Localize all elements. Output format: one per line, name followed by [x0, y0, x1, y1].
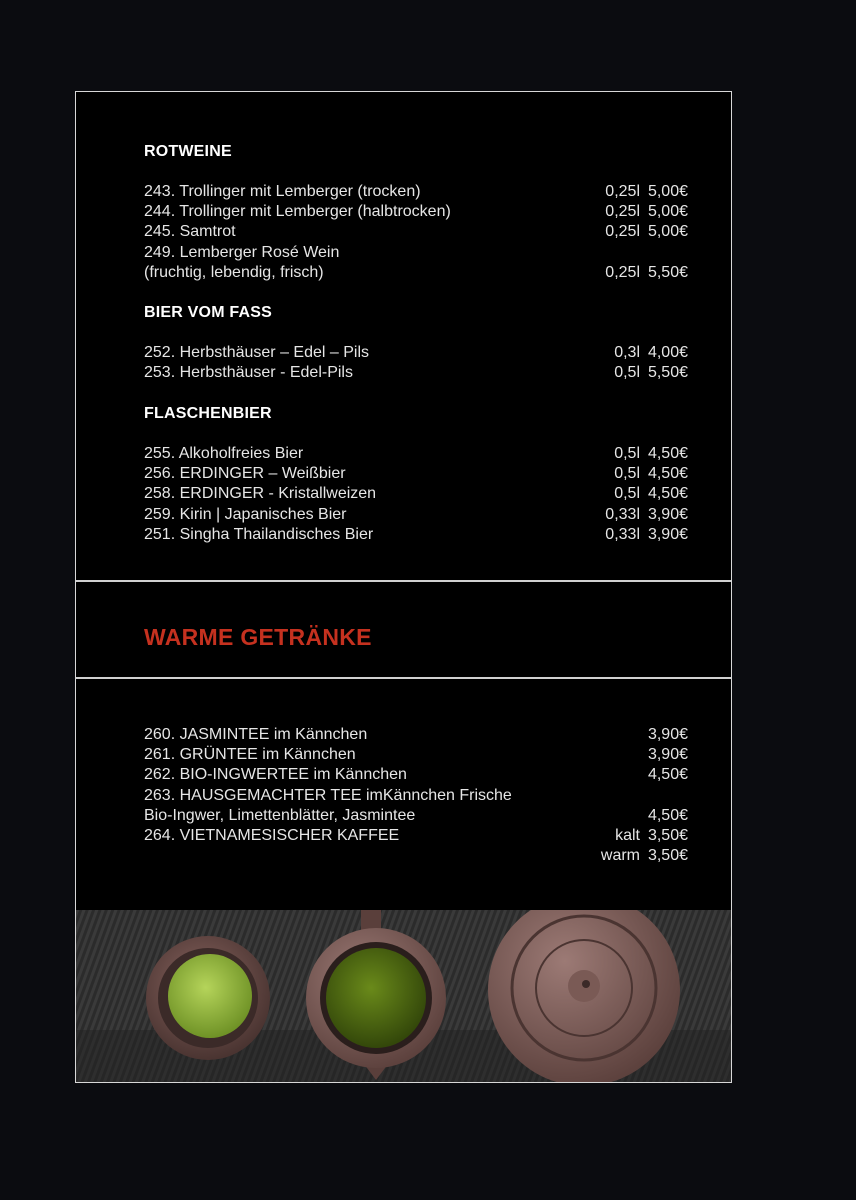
menu-item-price: 5,00€ — [647, 183, 688, 200]
menu-item-size: 0,25l — [605, 223, 640, 241]
menu-item-price: 4,50€ — [647, 485, 688, 503]
menu-item-price: 4,50€ — [647, 806, 688, 824]
menu-item-name: 251. Singha Thailandisches Bier — [144, 525, 374, 543]
menu-item-row — [144, 363, 688, 383]
menu-item-row — [144, 182, 688, 202]
menu-item-row — [144, 806, 688, 826]
menu-item-price: 3,90€ — [647, 505, 688, 523]
menu-item-row — [144, 765, 688, 785]
heading-warme-getraenke: WARME GETRÄNKE — [144, 624, 372, 650]
menu-item-size — [570, 243, 646, 263]
menu-item-name: 255. Alkoholfreies Bier — [144, 445, 304, 462]
tea-set-image — [76, 910, 731, 1082]
menu-item-size: warm — [600, 847, 640, 865]
teapot-icon — [488, 910, 680, 1082]
menu-item-price: 5,50€ — [647, 263, 688, 281]
menu-item-size: 0,25l — [605, 203, 640, 221]
menu-item-name: 249. Lemberger Rosé Wein — [144, 243, 340, 261]
menu-item-row — [144, 343, 688, 363]
list-rotweine — [144, 182, 688, 283]
menu-item-price: 4,50€ — [647, 465, 688, 483]
menu-item-row — [144, 786, 688, 806]
menu-item-name: 258. ERDINGER - Kristallweizen — [144, 485, 377, 503]
menu-item-row — [144, 202, 688, 222]
menu-item-name: 253. Herbsthäuser - Edel-Pils — [144, 364, 353, 382]
menu-item-size: 0,25l — [605, 183, 640, 200]
menu-item-name: 261. GRÜNTEE im Kännchen — [144, 746, 356, 764]
menu-item-price: 3,50€ — [647, 847, 688, 865]
menu-item-price: 3,50€ — [647, 826, 688, 844]
menu-item-row — [144, 826, 688, 846]
menu-item-name: 256. ERDINGER – Weißbier — [144, 465, 346, 483]
menu-item-price: 4,00€ — [647, 344, 688, 361]
menu-item-row — [144, 846, 688, 866]
drinks-section — [76, 92, 731, 582]
menu-frame — [75, 91, 732, 1083]
menu-item-row — [144, 505, 688, 525]
menu-item-name: Bio-Ingwer, Limettenblätter, Jasmintee — [144, 806, 416, 824]
menu-item-name: 263. HAUSGEMACHTER TEE imKännchen Frische — [144, 786, 512, 804]
menu-item-size — [570, 765, 646, 785]
menu-item-name: 259. Kirin | Japanisches Bier — [144, 505, 347, 523]
menu-item-name: 264. VIETNAMESISCHER KAFFEE — [144, 826, 400, 844]
menu-item-size: kalt — [615, 826, 640, 844]
menu-item-price — [646, 786, 688, 806]
menu-item-price: 5,50€ — [647, 364, 688, 382]
menu-item-row — [144, 525, 688, 545]
menu-item-price: 5,00€ — [647, 203, 688, 221]
list-bier-vom-fass — [144, 343, 688, 383]
menu-item-row — [144, 484, 688, 504]
menu-item-row — [144, 222, 688, 242]
menu-item-size: 0,33l — [605, 525, 640, 543]
menu-item-name: 244. Trollinger mit Lemberger (halbtrocken) — [144, 203, 451, 221]
matcha-bowl-icon — [146, 936, 270, 1060]
warm-drinks-title-band — [76, 580, 731, 679]
menu-item-size — [570, 745, 646, 765]
tea-photo — [76, 910, 731, 1082]
menu-item-size: 0,33l — [605, 505, 640, 523]
menu-item-name: 252. Herbsthäuser – Edel – Pils — [144, 344, 370, 361]
menu-item-size — [570, 806, 646, 826]
menu-item-size: 0,5l — [614, 465, 640, 483]
menu-item-price: 3,90€ — [647, 525, 688, 543]
menu-item-row — [144, 745, 688, 765]
list-flaschenbier — [144, 444, 688, 545]
menu-item-price: 4,50€ — [647, 766, 688, 784]
menu-item-price: 5,00€ — [647, 223, 688, 241]
menu-item-name: (fruchtig, lebendig, frisch) — [144, 263, 324, 281]
menu-item-row — [144, 243, 688, 263]
menu-item-name: 262. BIO-INGWERTEE im Kännchen — [144, 766, 407, 784]
menu-item-size: 0,5l — [614, 445, 640, 462]
list-warme-getraenke — [144, 725, 688, 866]
menu-item-size: 0,5l — [614, 364, 640, 382]
menu-item-name — [144, 846, 570, 866]
menu-item-price — [646, 243, 688, 263]
heading-flaschenbier: FLASCHENBIER — [144, 405, 272, 422]
menu-item-size: 0,5l — [614, 485, 640, 503]
menu-item-name: 260. JASMINTEE im Kännchen — [144, 726, 368, 743]
menu-item-size — [570, 786, 646, 806]
menu-item-price: 3,90€ — [647, 726, 688, 743]
menu-item-size: 0,3l — [614, 344, 640, 361]
menu-item-price: 3,90€ — [647, 746, 688, 764]
menu-item-size: 0,25l — [605, 263, 640, 281]
menu-item-row — [144, 263, 688, 283]
menu-item-name: 245. Samtrot — [144, 223, 236, 241]
menu-item-row — [144, 725, 688, 745]
heading-rotweine: ROTWEINE — [144, 143, 232, 160]
menu-item-price: 4,50€ — [647, 445, 688, 462]
warm-drinks-section — [76, 677, 731, 912]
menu-item-size — [570, 725, 646, 745]
menu-item-row — [144, 444, 688, 464]
menu-item-row — [144, 464, 688, 484]
heading-bier-vom-fass: BIER VOM FASS — [144, 304, 272, 321]
menu-item-name: 243. Trollinger mit Lemberger (trocken) — [144, 183, 421, 200]
